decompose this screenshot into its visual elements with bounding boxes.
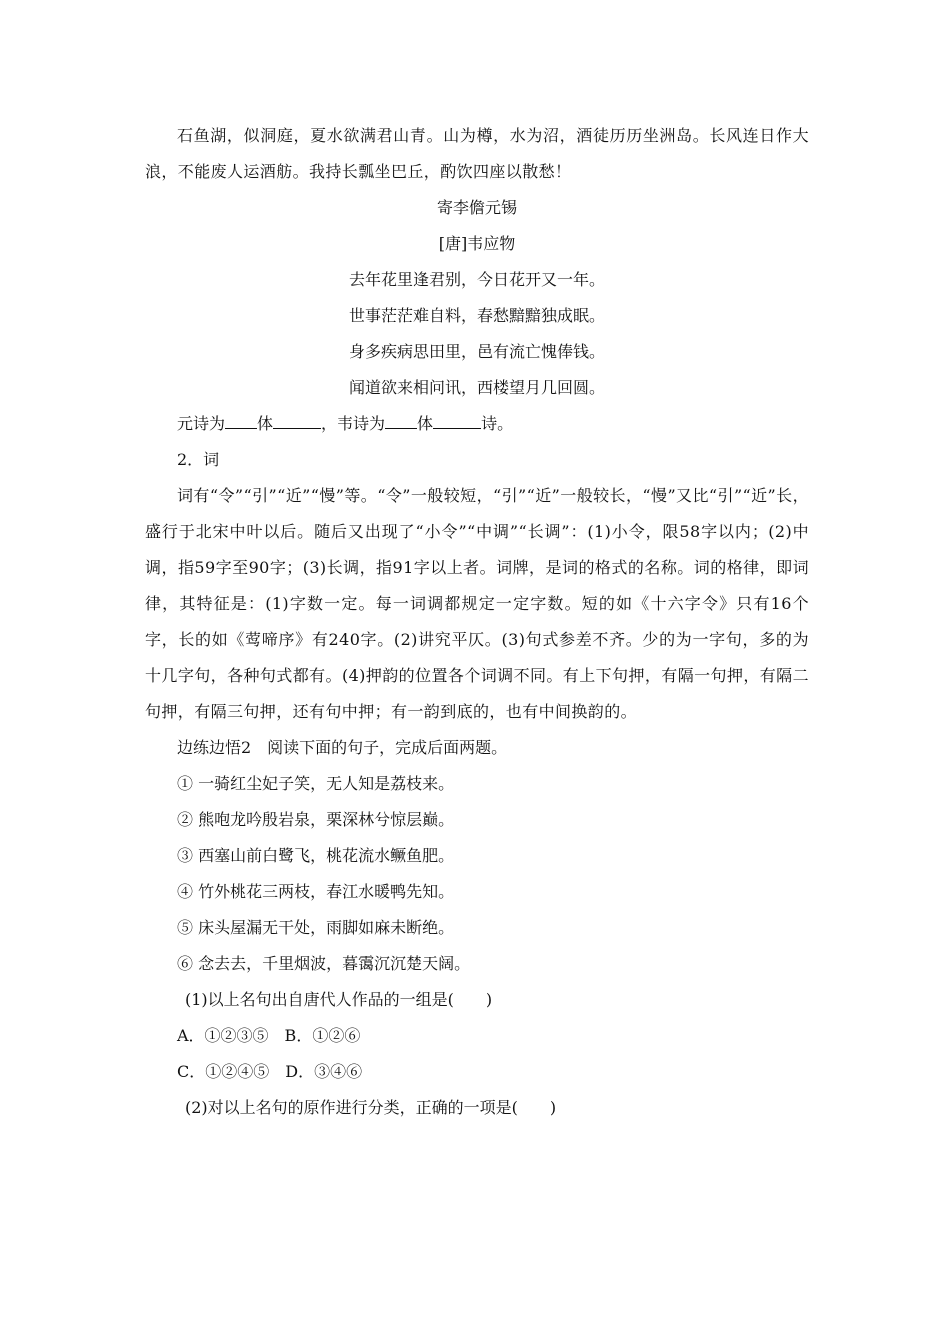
fill-blank-question: [145, 406, 809, 442]
exercise-item: ① 一骑红尘妃子笑，无人知是荔枝来。: [177, 774, 455, 793]
fill-blank-text: 元诗为: [177, 414, 226, 433]
exercise-item: ⑤ 床头屋漏无干处，雨脚如麻未断绝。: [177, 918, 455, 937]
answer-blank[interactable]: [225, 414, 257, 429]
fill-blank-text: 诗。: [481, 414, 514, 433]
fill-blank-text: 体: [417, 414, 434, 433]
exercise-item: ② 熊咆龙吟殷岩泉，栗深林兮惊层巅。: [177, 810, 455, 829]
answer-blank[interactable]: [385, 414, 417, 429]
intro-poem-paragraph: 石鱼湖，似洞庭，夏水欲满君山青。山为樽，水为沼，酒徒历历坐洲岛。长风连日作大浪，不能废人运酒舫。我持长瓢坐巴丘，酌饮四座以散愁！: [145, 126, 809, 181]
poem-title: 寄李儋元锡: [436, 198, 517, 217]
ci-paragraph: 词有“令”“引”“近”“慢”等。“令”一般较短，“引”“近”一般较长，“慢”又比“引”“近”长，盛行于北宋中叶以后。随后又出现了“小令”“中调”“长调”：(1)小令，限58字以内；(2)中调，指59字至90字；(3)长调，指91字以上者。词牌，是词的格式的名称。词的格律，即词律，其特征是：(1)字数一定。每一词调都规定一定字数。短的如《十六字令》只有16个字，长的如《莺啼序》有240字。(2)讲究平仄。(3)句式参差不齐。少的为一字句，多的为十几字句，各种句式都有。(4)押韵的位置各个词调不同。有上下句押，有隔一句押，有隔二句押，有隔三句押，还有句中押；有一韵到底的，也有中间换韵的。: [145, 486, 809, 721]
poem-line: 闻道欲来相问讯，西楼望月几回圆。: [348, 378, 605, 397]
poem-line: 世事茫茫难自料，春愁黯黯独成眠。: [348, 306, 605, 325]
question-1: (1)以上名句出自唐代人作品的一组是( ): [185, 990, 493, 1009]
exercise-item: ③ 西塞山前白鹭飞，桃花流水鳜鱼肥。: [177, 846, 455, 865]
poem-line: 去年花里逢君别，今日花开又一年。: [348, 270, 605, 289]
document-content: [145, 118, 809, 1126]
answer-blank[interactable]: [433, 414, 481, 429]
question-1-options: A．①②③⑤ B．①②⑥: [177, 1026, 361, 1045]
fill-blank-text: ，韦诗为: [321, 414, 386, 433]
question-2: (2)对以上名句的原作进行分类，正确的一项是( ): [185, 1098, 557, 1117]
section-heading: 2．词: [177, 450, 220, 469]
answer-blank[interactable]: [273, 414, 321, 429]
poem-line: 身多疾病思田里，邑有流亡愧俸钱。: [348, 342, 605, 361]
exercise-item: ⑥ 念去去，千里烟波，暮霭沉沉楚天阔。: [177, 954, 471, 973]
question-1-options: C．①②④⑤ D．③④⑥: [177, 1062, 363, 1081]
fill-blank-text: 体: [257, 414, 274, 433]
exercise-heading: 边练边悟2 阅读下面的句子，完成后面两题。: [177, 738, 508, 757]
poem-author: [唐]韦应物: [438, 234, 516, 253]
exercise-item: ④ 竹外桃花三两枝，春江水暖鸭先知。: [177, 882, 455, 901]
